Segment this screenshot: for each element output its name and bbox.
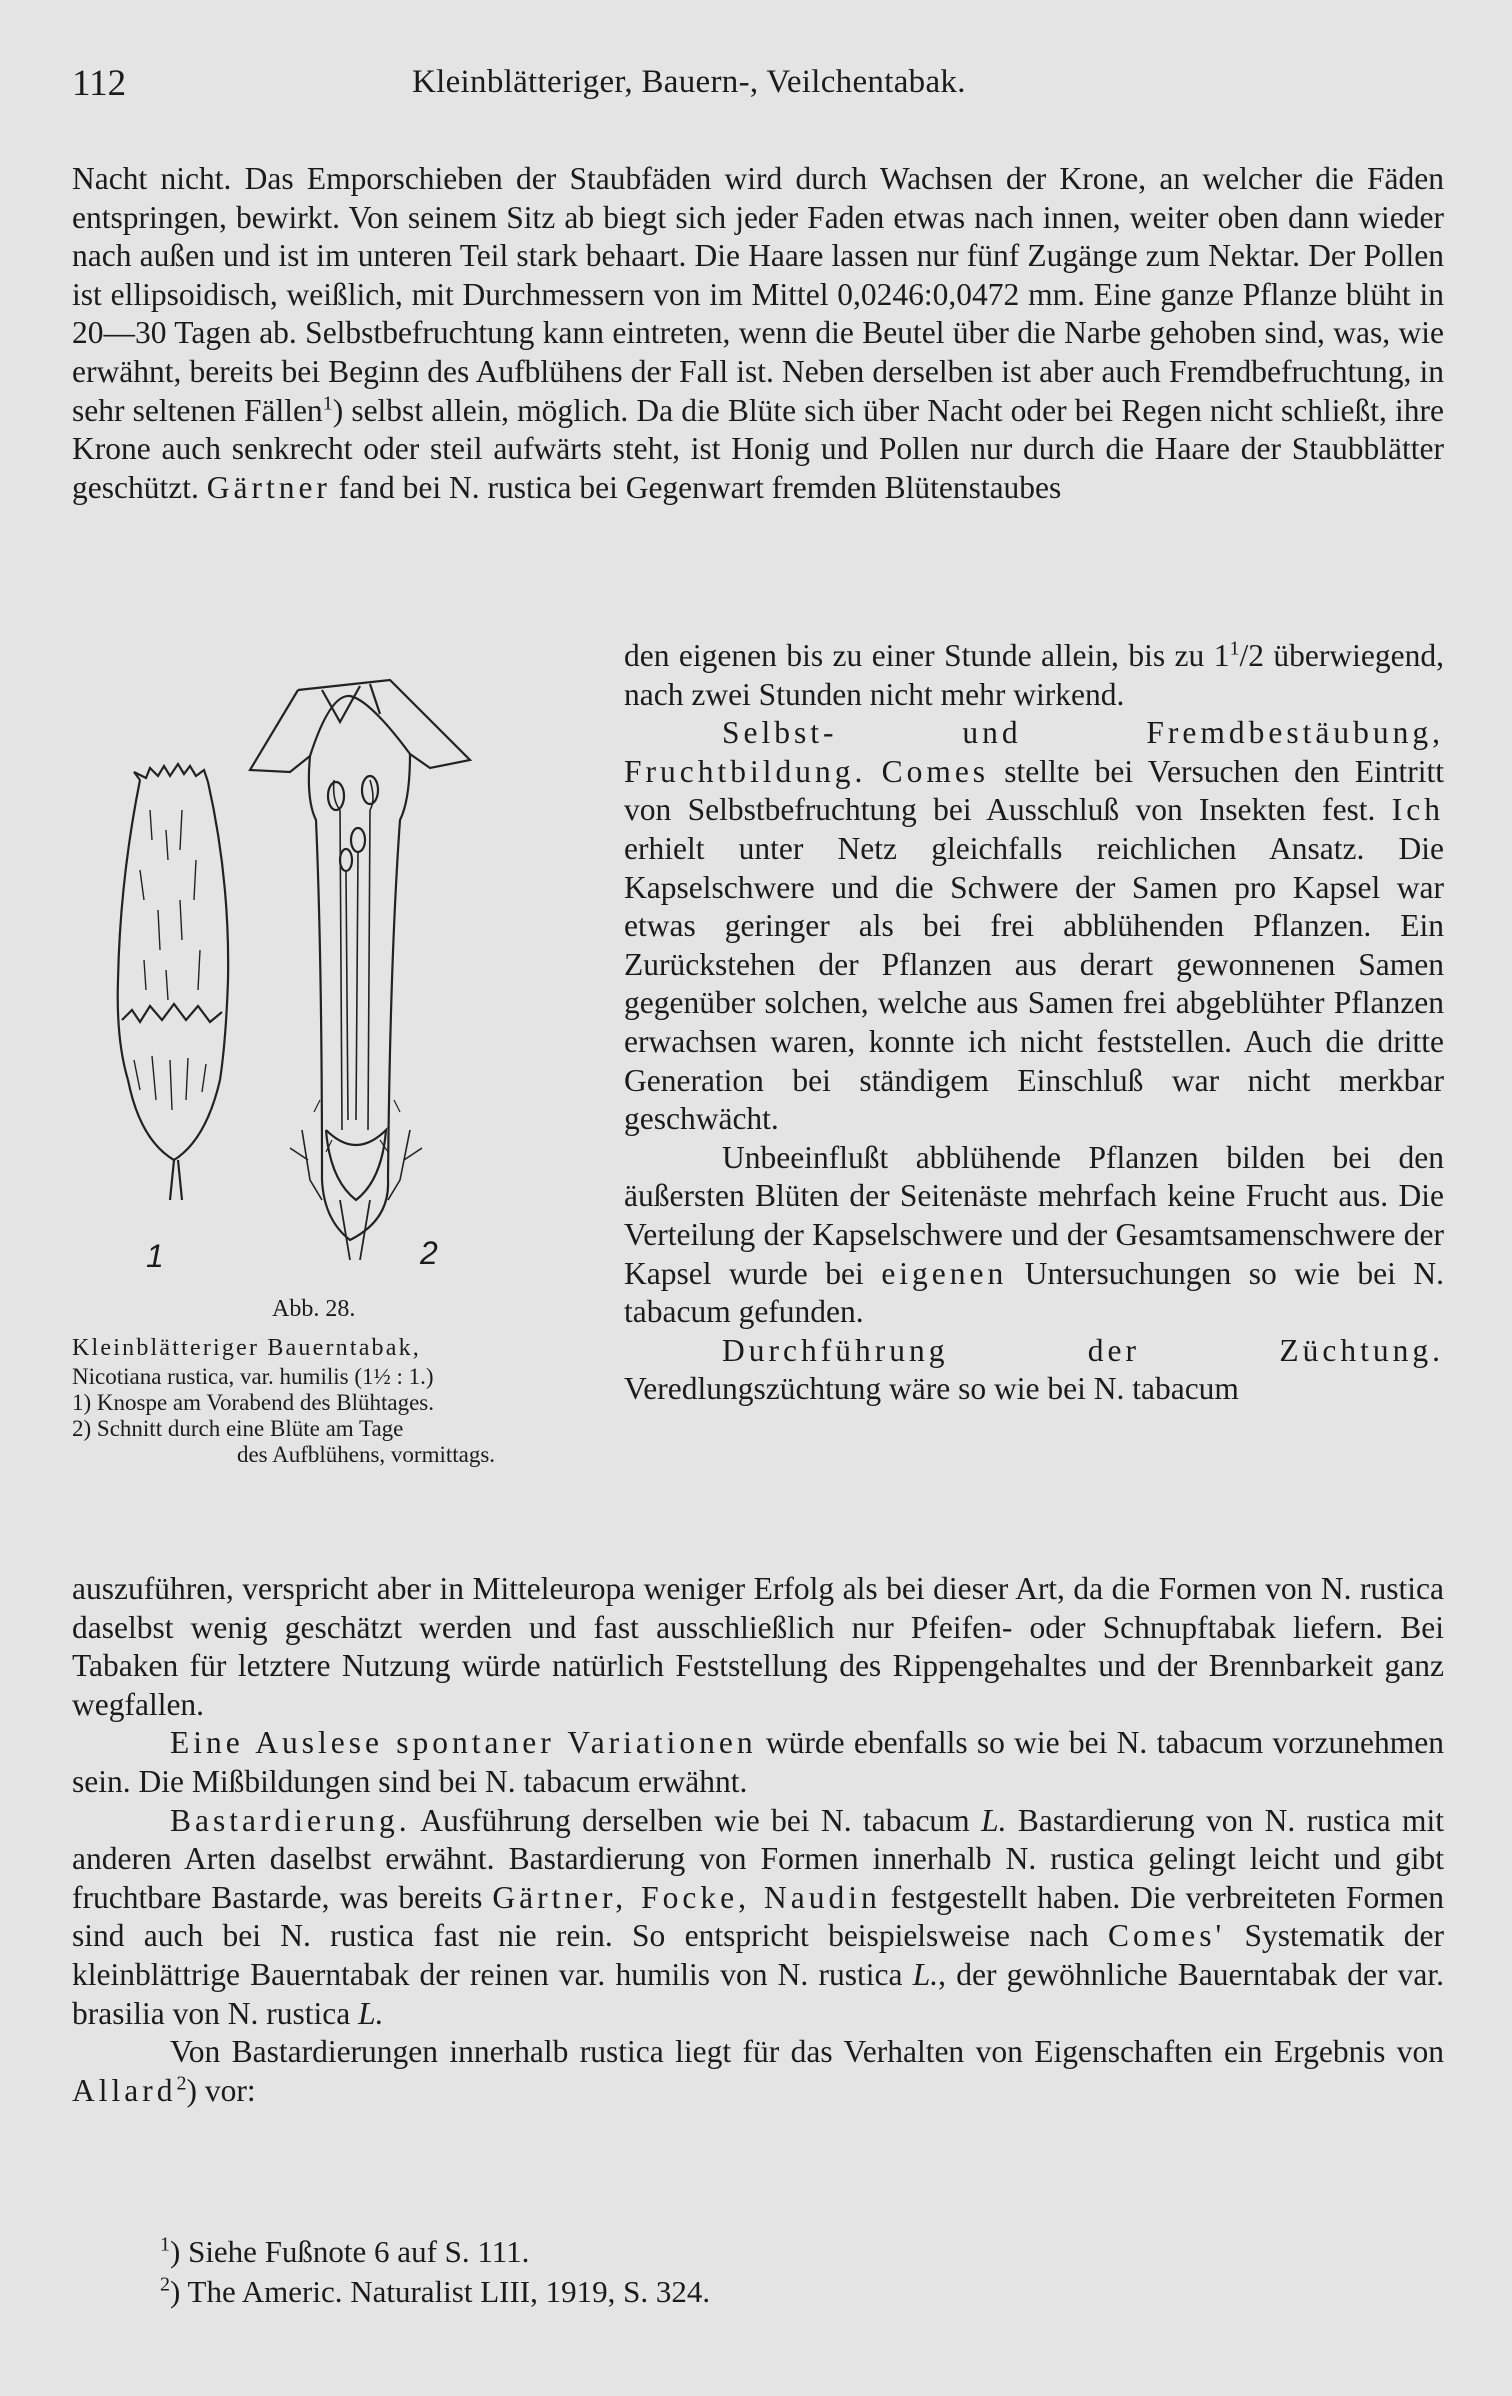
author-name: Gärtner bbox=[206, 469, 331, 505]
paragraph-5 bbox=[72, 1724, 1444, 1801]
section-heading: Durchführung der Züchtung. bbox=[722, 1332, 1444, 1368]
paragraph-1: Nacht nicht. Das Emporschieben der Staubfäden wird durch Wachsen der Krone, an welcher die Fäden entspringen, bewirkt. Von seinem Sitz ab biegt sich jeder Faden etwas nach innen, weiter oben dann wieder nach außen und ist im unteren Teil stark behaart. Die Haare lassen nur fünf Zugänge zum Nektar. Der Pollen ist ellipsoidisch, weißlich, mit Durchmessern von im Mittel 0,0246:0,0472 mm. Eine ganze Pflanze blüht in 20—30 Tagen ab. Selbstbefruchtung kann eintreten, wenn die Beutel über die Narbe gehoben sind, was, wie erwähnt, bereits bei Beginn des Aufblühens der Fall ist. Neben derselben ist aber auch Fremdbefruchtung, in sehr seltenen Fällen$^1$) selbst allein, möglich. Da die Blüte sich über Nacht oder bei Regen nicht schließt, ihre Krone auch senkrecht oder steil aufwärts steht, ist Honig und Pollen nur durch die Haare der Staubblätter geschützt. Gärtner fand bei N. rustica bei Gegenwart fremden Blütenstaubes bbox=[72, 161, 1444, 505]
text-run: stellte bei Versuchen den Eintritt von Selbstbefruchtung bei Ausschluß von Insekten fest. bbox=[624, 753, 1445, 828]
paragraph-2 bbox=[624, 714, 1444, 1139]
footnotes bbox=[160, 2232, 710, 2312]
paragraph-6 bbox=[72, 1802, 1444, 2034]
author-abbrev: L. bbox=[912, 1956, 939, 1992]
body-text-top bbox=[72, 160, 1444, 507]
fraction-sup: 1 bbox=[1229, 637, 1240, 660]
paragraph-4-start bbox=[624, 1332, 1444, 1409]
text-run: Untersuchungen so wie bei N. tabacum gefunden. bbox=[624, 1255, 1444, 1330]
figure-number: Abb. 28. bbox=[272, 1296, 356, 1322]
running-title: Kleinblätteriger, Bauern-, Veilchentabak. bbox=[412, 64, 966, 100]
author-name: Allard bbox=[72, 2072, 177, 2108]
text-run: Nacht nicht. Das Emporschieben der Staubfäden wird durch Wachsen der Krone, an welcher die Fäden entspringen, bewirkt. Von seinem Sitz ab biegt sich jeder Faden etwas nach innen, weiter oben dann wieder nach außen und ist im unteren Teil stark behaart. Die Haare lassen nur fünf Zugänge zum Nektar. Der Pollen ist ellipsoidisch, weißlich, mit Durchmessern von im Mittel 0,0246:0,0472 mm. Eine ganze Pflanze blüht in 20—30 Tagen ab. Selbstbefruchtung kann eintreten, wenn die Beutel über die Narbe gehoben sind, was, wie erwähnt, bereits bei Beginn des Aufblühens der Fall ist. Neben derselben ist aber auch Fremdbefruchtung, in sehr seltenen Fällen bbox=[72, 161, 1444, 428]
footnote-mark: 2 bbox=[160, 2273, 170, 2296]
paragraph-7 bbox=[72, 2033, 1444, 2110]
text-run: Veredlungszüchtung wäre so wie bei N. tabacum bbox=[624, 1371, 1239, 1407]
flower-illustration bbox=[70, 660, 600, 1300]
footnote-mark: 1 bbox=[160, 2233, 170, 2256]
author-names: Gärtner, Focke, Naudin bbox=[492, 1879, 881, 1915]
figure-caption-title: Kleinblätteriger Bauerntabak, bbox=[72, 1335, 422, 1361]
author-name: Comes' bbox=[1108, 1918, 1226, 1954]
text-run: Von Bastardierungen innerhalb rustica liegt für das Verhalten von Eigenschaften ein Ergebnis von bbox=[170, 2034, 1444, 2070]
emphasis: Ich bbox=[1391, 792, 1444, 828]
figure-28 bbox=[70, 660, 600, 1340]
paragraph-1-continued bbox=[624, 637, 1444, 714]
author-abbrev: L. bbox=[981, 1802, 1007, 1838]
body-text-bottom bbox=[72, 1570, 1444, 2110]
fraction-sub: /2 bbox=[1239, 638, 1264, 673]
text-run: ) vor: bbox=[186, 2072, 256, 2108]
caption-line: des Aufblühens, vormittags. bbox=[236, 1442, 496, 1467]
footnote-text: ) Siehe Fußnote 6 auf S. 111. bbox=[170, 2234, 530, 2269]
author-name: Comes bbox=[881, 753, 990, 789]
figure-caption bbox=[72, 1364, 600, 1468]
text-run: den eigenen bis zu einer Stunde allein, bis zu 1 bbox=[624, 638, 1230, 673]
section-heading: Bastardierung. bbox=[170, 1802, 411, 1838]
text-run: Ausführung derselben wie bei N. tabacum bbox=[410, 1802, 982, 1838]
text-run: würde ebenfalls so wie bei N. tabacum vorzunehmen sein. Die Mißbildungen sind bei N. tabacum erwähnt. bbox=[72, 1725, 1444, 1799]
figure-label-1: 1 bbox=[146, 1238, 164, 1274]
text-run: erhielt unter Netz gleichfalls reichlichen Ansatz. Die Kapselschwere und die Schwere der Samen pro Kapsel war etwas geringer als bei frei abblühenden Pflanzen. Ein Zurückstehen der Pflanzen aus derart gewonnenen Samen gegenüber solchen, welche aus Samen frei abgeblühter Pflanzen erwachsen waren, konnte ich nicht feststellen. Auch die dritte Generation bei ständigem Einschluß war nicht merkbar geschwächt. bbox=[624, 830, 1444, 1137]
text-run: festgestellt haben. Die verbreiteten Formen sind auch bei N. rustica fast nie rein. So entspricht beispielsweise nach bbox=[72, 1879, 1444, 1954]
section-heading: Eine Auslese spontaner Variationen bbox=[170, 1725, 757, 1761]
caption-line: 1) Knospe am Vorabend des Blühtages. bbox=[72, 1390, 434, 1415]
text-run: auszuführen, verspricht aber in Mitteleuropa weniger Erfolg als bei dieser Art, da die Formen von N. rustica daselbst wenig geschätzt werden und fast ausschließlich nur Pfeifen- oder Schnupftabak liefern. Bei Tabaken für letztere Nutzung würde natürlich Feststellung des Rippengehaltes und der Brennbarkeit ganz wegfallen. bbox=[72, 1571, 1444, 1722]
figure-label-2: 2 bbox=[420, 1235, 438, 1271]
footnote-ref: 1 bbox=[322, 392, 333, 415]
emphasis: eigenen bbox=[881, 1255, 1008, 1291]
footnote-2 bbox=[160, 2272, 710, 2312]
text-run: , der gewöhnliche Bauerntabak der var. brasilia von N. rustica bbox=[72, 1956, 1445, 2031]
author-abbrev: L. bbox=[358, 1995, 384, 2031]
text-run: fand bei N. rustica bei Gegenwart fremden Blütenstaubes bbox=[330, 469, 1062, 505]
paragraph-3 bbox=[624, 1139, 1444, 1332]
caption-line: Nicotiana rustica, var. humilis (1½ : 1.) bbox=[72, 1364, 434, 1389]
section-drawing bbox=[250, 680, 470, 1260]
paragraph-4-continued bbox=[72, 1570, 1444, 1724]
text-run: Bastardierung von N. rustica mit anderen Arten daselbst erwähnt. Bastardierung von Formen innerhalb N. rustica gelingt leicht und gibt fruchtbare Bastarde, was bereits bbox=[72, 1802, 1444, 1915]
body-text-right-column bbox=[624, 637, 1444, 1409]
footnote-text: ) The Americ. Naturalist LIII, 1919, S. 324. bbox=[170, 2274, 711, 2309]
caption-line: 2) Schnitt durch eine Blüte am Tage bbox=[72, 1416, 404, 1441]
footnote-1 bbox=[160, 2232, 710, 2272]
text-run: überwiegend, nach zwei Stunden nicht mehr wirkend. bbox=[624, 638, 1444, 712]
text-run: Unbeeinflußt abblühende Pflanzen bilden bei den äußersten Blüten der Seitenäste mehrfach keine Frucht aus. Die Verteilung der Kapselschwere und der Gesamtsamenschwere der Kapsel wurde bei bbox=[624, 1139, 1444, 1291]
text-run: selbst allein, möglich. Da die Blüte sich über Nacht oder bei Regen nicht schließt, ihre Krone auch senkrecht oder steil aufwärts steht, ist Honig und Pollen nur durch die Haare der Staubblätter geschützt. bbox=[72, 392, 1444, 505]
page-number: 112 bbox=[72, 63, 127, 104]
section-heading: Selbst- und Fremdbestäubung, Fruchtbildung. bbox=[624, 715, 1444, 789]
bud-drawing bbox=[118, 764, 228, 1200]
footnote-ref: 2 bbox=[176, 2072, 187, 2095]
text-run: Systematik der kleinblättrige Bauerntabak der reinen var. humilis von N. rustica bbox=[72, 1918, 1444, 1992]
